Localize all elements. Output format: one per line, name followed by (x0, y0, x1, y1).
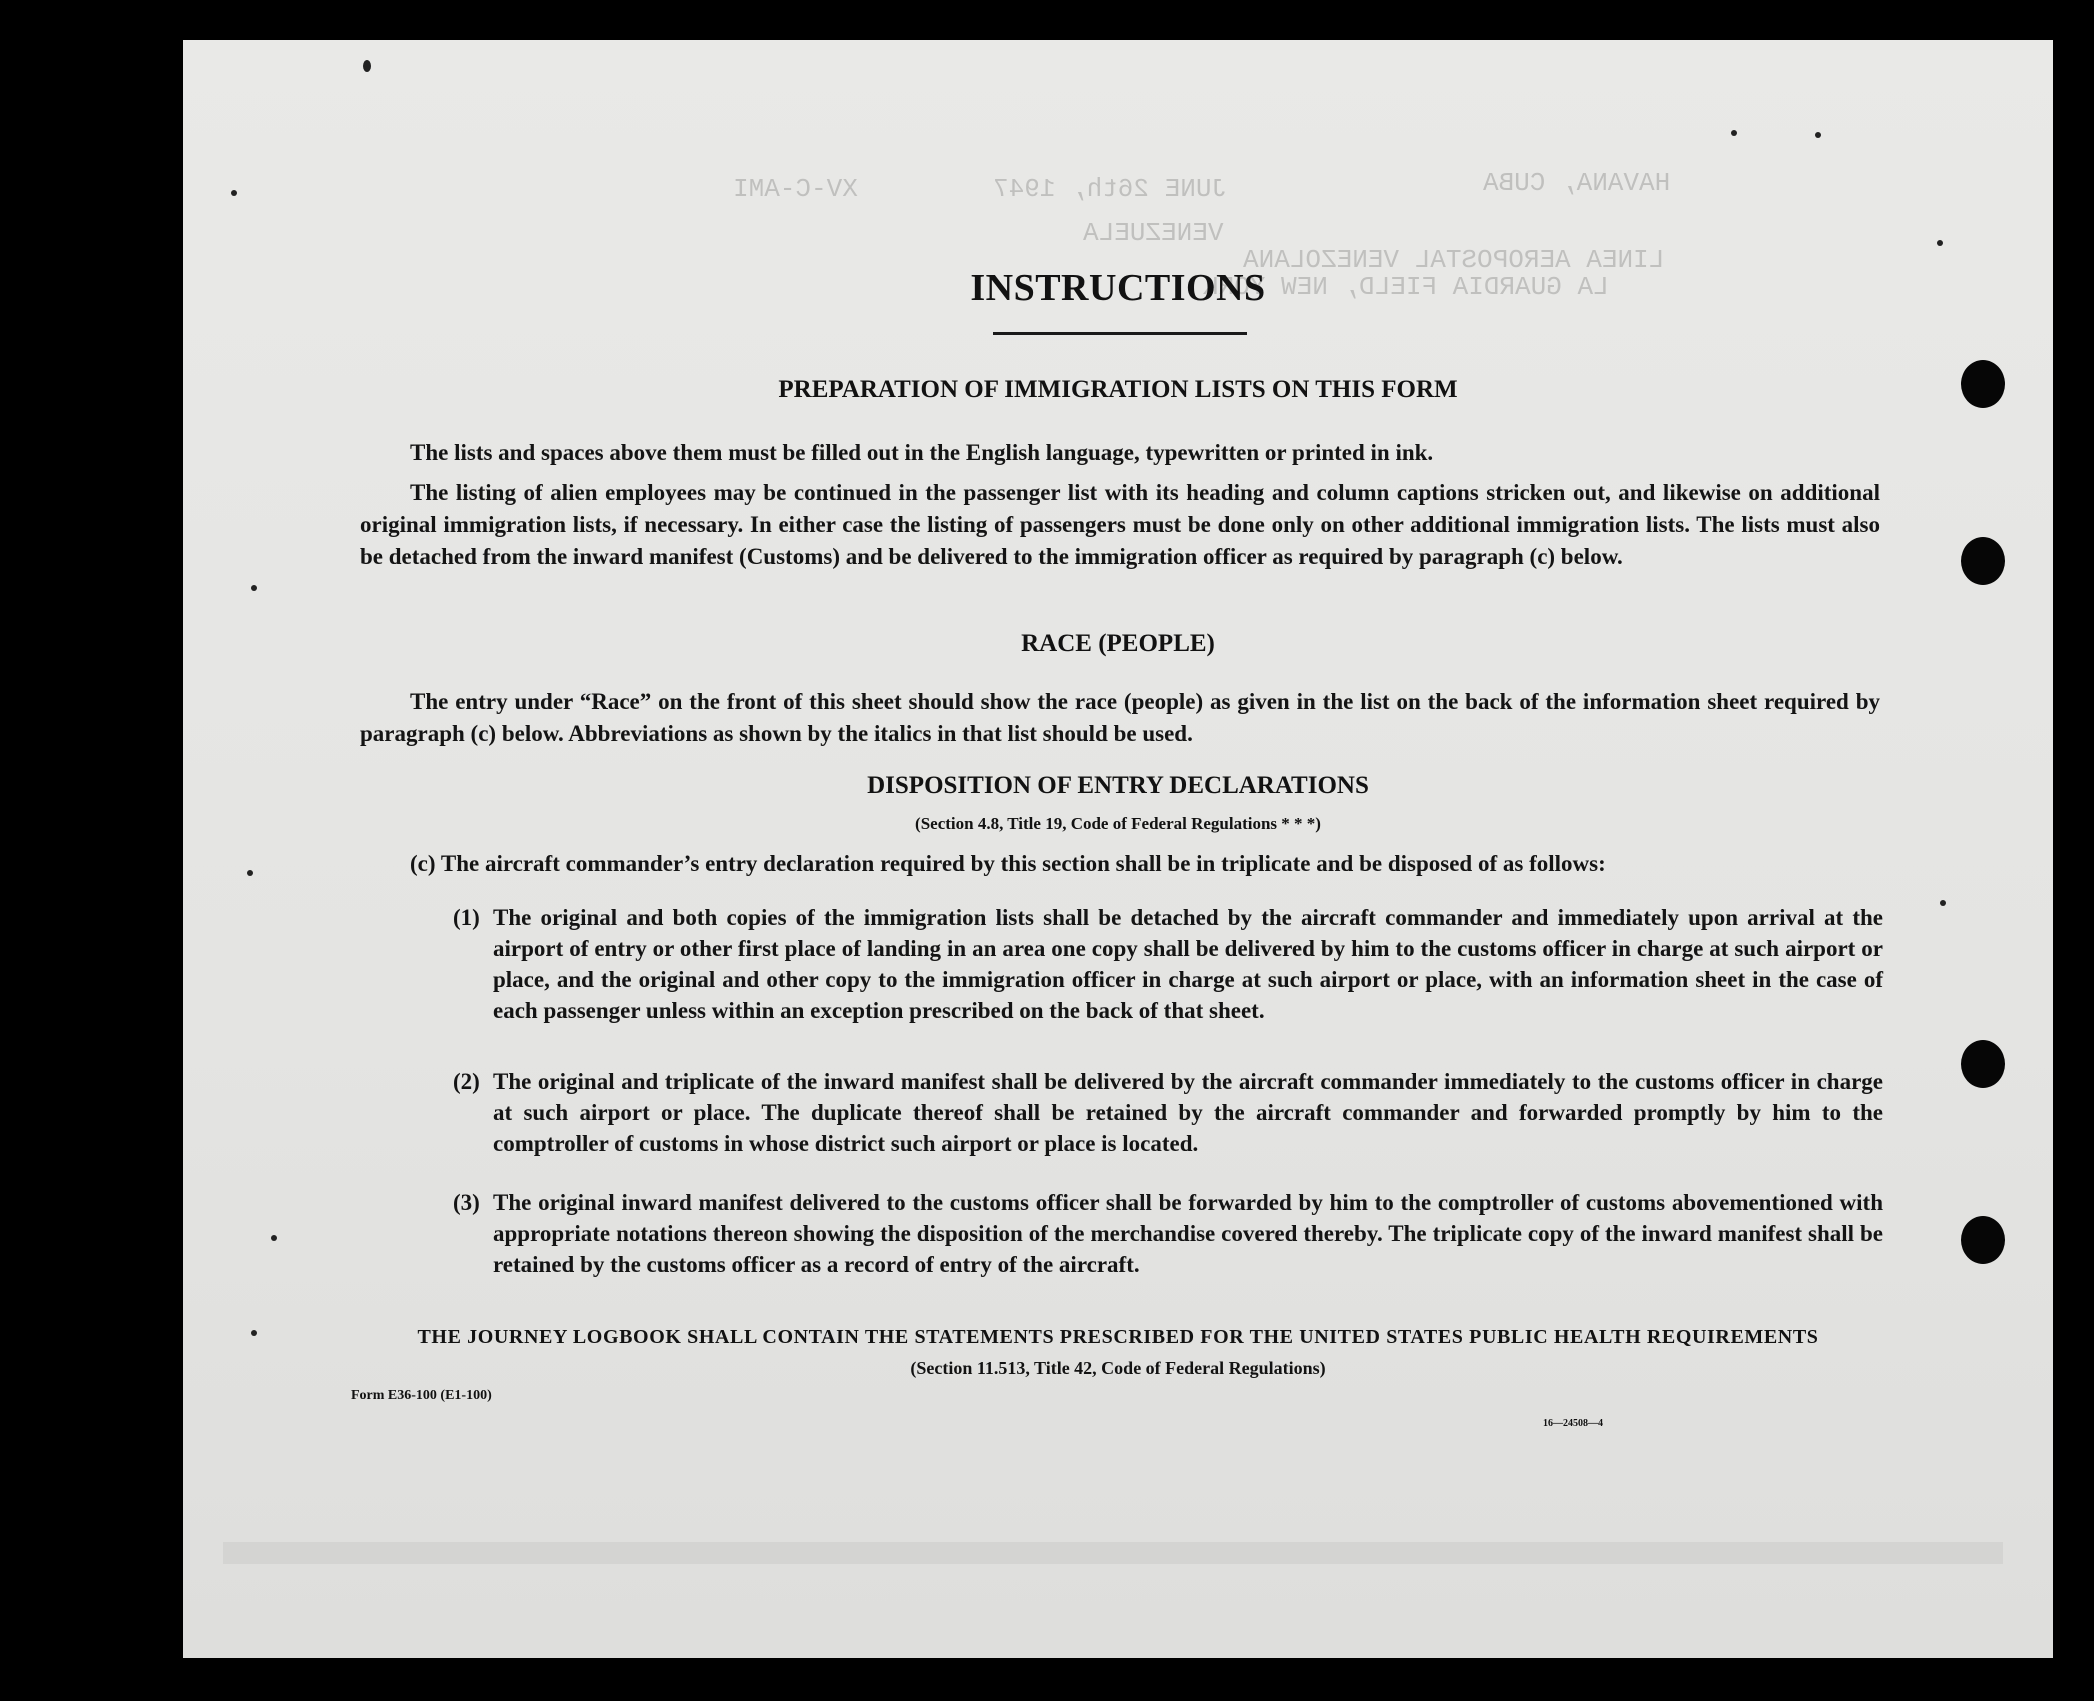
bleed-through-line: LINEA AEROPOSTAL VENEZOLANA (1243, 245, 1665, 275)
section-citation-disposition: (Section 4.8, Title 19, Code of Federal Regulations * * *) (915, 814, 1321, 833)
section-heading-preparation: PREPARATION OF IMMIGRATION LISTS ON THIS FORM (778, 376, 1458, 403)
form-number: Form E36-100 (E1-100) (351, 1388, 492, 1403)
preparation-paragraph-2-text: The listing of alien employees may be continued in the passenger list with its heading and column captions stricken out, and likewise on additional original immigration lists, if necessary. In either case the listing of passengers must be done only on other additional immigration lists. The lists must also be detached from the inward manifest (Customs) and be delivered to the immigration officer as required by paragraph (c) below. (360, 480, 1880, 569)
bleed-through-line: XV-C-AMI (733, 174, 858, 204)
speck (1731, 130, 1737, 136)
page-title: INSTRUCTIONS (970, 267, 1266, 309)
section-heading-race: RACE (PEOPLE) (1021, 630, 1215, 657)
bleed-through-line: VENEZUELA (1083, 218, 1224, 248)
bleed-through-line: HAVANA, CUBA (1483, 168, 1671, 198)
bleed-through-line: LA GUARDIA FIELD, NEW YORK (1203, 272, 1609, 302)
speck (247, 870, 253, 876)
title-underline (993, 332, 1247, 335)
punch-hole (1961, 1040, 2005, 1088)
section-heading-disposition: DISPOSITION OF ENTRY DECLARATIONS (867, 772, 1369, 799)
speck (231, 190, 237, 196)
speck (271, 1235, 277, 1241)
list-item (453, 902, 1883, 1026)
bleed-through-bottom-band (223, 1542, 2003, 1564)
punch-hole (1961, 537, 2005, 585)
list-item-text: The original and triplicate of the inward manifest shall be delivered by the aircraft commander immediately to the customs officer in charge at such airport or place. The duplicate thereof shall be retained by the aircraft commander and forwarded promptly by him to the comptroller of customs in whose district such airport or place is located. (493, 1069, 1883, 1156)
disposition-intro: (c) The aircraft commander’s entry declaration required by this section shall be in triplicate and be disposed of as follows: (410, 851, 1606, 876)
print-code: 16—24508—4 (1543, 1418, 1603, 1429)
speck (1815, 132, 1821, 138)
list-item (453, 1187, 1883, 1280)
bleed-through-line: JUNE 26th, 1947 (993, 174, 1228, 204)
race-paragraph-text: The entry under “Race” on the front of this sheet should show the race (people) as given in the list on the back of the information sheet required by paragraph (c) below. Abbreviations as shown by the italics in that list should be used. (360, 689, 1880, 746)
preparation-paragraph-1: The lists and spaces above them must be filled out in the English language, typewritten or printed in ink. (410, 440, 1434, 465)
speck (1940, 900, 1946, 906)
scanned-page (183, 40, 2053, 1658)
speck (363, 60, 371, 72)
list-item-number: (2) (453, 1069, 480, 1094)
list-item-number: (3) (453, 1190, 480, 1215)
race-paragraph (360, 686, 1880, 750)
list-item-text: The original and both copies of the immigration lists shall be detached by the aircraft commander and immediately upon arrival at the airport of entry or other first place of landing in an area one copy shall be delivered by him to the customs officer in charge at such airport or place, and the original and other copy to the immigration officer in charge at such airport or place, with an information sheet in the case of each passenger unless within an exception prescribed on the back of that sheet. (493, 905, 1883, 1023)
speck (1937, 240, 1943, 246)
list-item (453, 1066, 1883, 1159)
speck (251, 585, 257, 591)
list-item-text: The original inward manifest delivered to the customs officer shall be forwarded by him to the comptroller of customs abovementioned with appropriate notations thereon showing the disposition of the merchandise covered thereby. The triplicate copy of the inward manifest shall be retained by the customs officer as a record of entry of the aircraft. (493, 1190, 1883, 1277)
preparation-paragraph-2 (360, 477, 1880, 573)
footer-citation: (Section 11.513, Title 42, Code of Federal Regulations) (910, 1358, 1326, 1378)
footer-statement: THE JOURNEY LOGBOOK SHALL CONTAIN THE STATEMENTS PRESCRIBED FOR THE UNITED STATES PUBLIC HEALTH REQUIREMENTS (417, 1326, 1819, 1348)
punch-hole (1961, 1216, 2005, 1264)
list-item-number: (1) (453, 905, 480, 930)
